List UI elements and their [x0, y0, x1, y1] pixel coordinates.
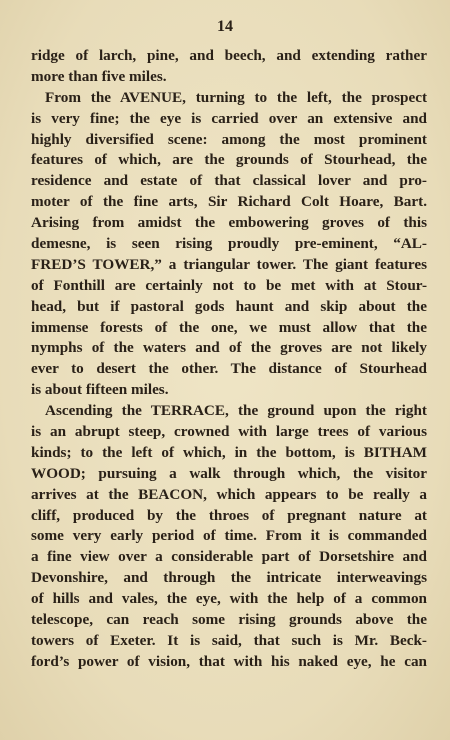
- page-number: 14: [217, 18, 233, 35]
- text-line: ridge of larch, pine, and beech, and extending rather: [31, 47, 427, 64]
- text-line: more than five miles.: [31, 67, 167, 85]
- text-line: of hills and vales, the eye, with the help of a common: [31, 590, 427, 608]
- text-line: of Fonthill are certainly not to be met with at Stour-: [31, 276, 427, 294]
- text-line: Devonshire, and through the intricate interweavings: [31, 569, 427, 587]
- text-line: is an abrupt steep, crowned with large trees of various: [31, 423, 427, 441]
- text-line: FRED’S TOWER,” a triangular tower. The giant features: [31, 255, 427, 273]
- text-line: ford’s power of vision, that with his naked eye, he can: [31, 652, 427, 670]
- text-line: WOOD; pursuing a walk through which, the visitor: [31, 464, 427, 482]
- text-line: is very fine; the eye is carried over an extensive and: [31, 109, 427, 127]
- text-line: kinds; to the left of which, in the bottom, is BITHAM: [31, 443, 427, 461]
- text-line: arrives at the BEACON, which appears to be really a: [31, 485, 427, 503]
- text-line: residence and estate of that classical lover and pro-: [31, 172, 427, 190]
- text-line: moter of the fine arts, Sir Richard Colt Hoare, Bart.: [31, 193, 427, 211]
- text-line: demesne, is seen rising proudly pre-eminent, “AL-: [31, 235, 427, 253]
- text-line: immense forests of the one, we must allow that the: [31, 318, 427, 336]
- text-line: From the AVENUE, turning to the left, the prospect: [45, 88, 427, 106]
- text-line: is about fifteen miles.: [31, 381, 169, 399]
- text-line: Ascending the TERRACE, the ground upon the right: [45, 402, 427, 420]
- text-line: ever to desert the other. The distance of Stourhead: [31, 360, 427, 378]
- text-line: telescope, can reach some rising grounds above the: [31, 611, 427, 629]
- text-line: features of which, are the grounds of Stourhead, the: [31, 151, 427, 169]
- text-line: Arising from amidst the embowering groves of this: [31, 214, 427, 232]
- text-line: highly diversified scene: among the most prominent: [31, 130, 427, 148]
- text-line: head, but if pastoral gods haunt and skip about the: [31, 297, 427, 315]
- body-text: [31, 46, 427, 673]
- text-line: a fine view over a considerable part of Dorsetshire and: [31, 548, 427, 566]
- text-line: some very early period of time. From it is commanded: [31, 527, 427, 545]
- text-line: cliff, produced by the throes of pregnant nature at: [31, 506, 427, 524]
- text-line: nymphs of the waters and of the groves are not likely: [31, 339, 427, 357]
- text-line: towers of Exeter. It is said, that such is Mr. Beck-: [31, 631, 427, 649]
